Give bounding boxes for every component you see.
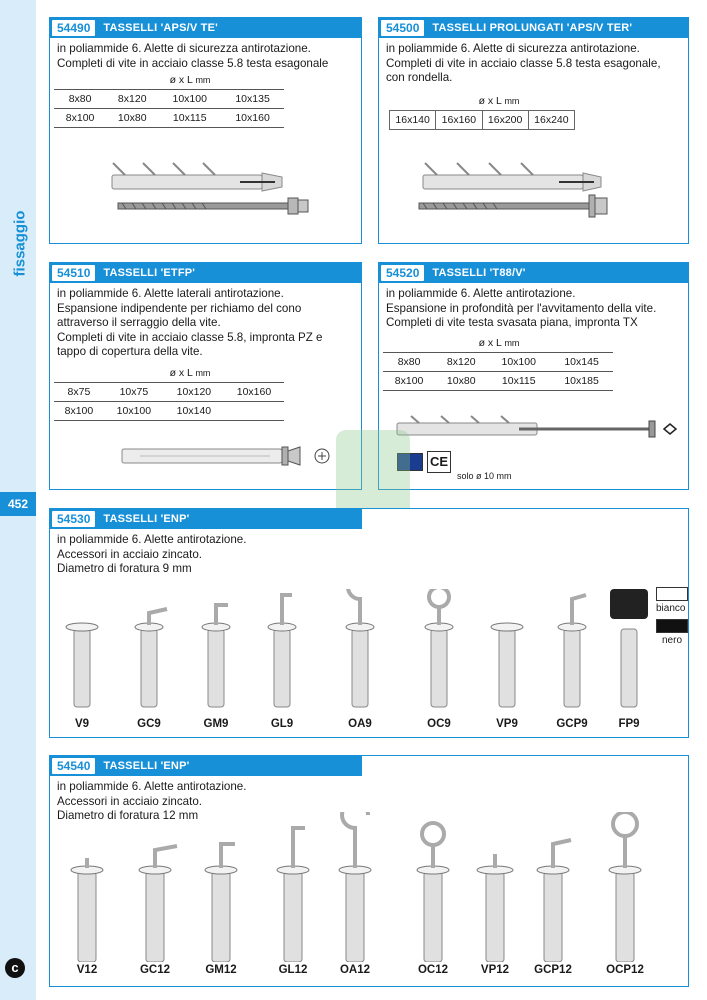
anchor-screw-image xyxy=(379,413,690,463)
sidebar xyxy=(0,0,36,1000)
anchor-screw-image xyxy=(50,153,363,243)
anchor-screw-image xyxy=(50,433,363,483)
item-label: GM12 xyxy=(205,964,237,976)
item-label: VP12 xyxy=(480,964,510,976)
product-title: TASSELLI 'T88/V' xyxy=(432,267,526,279)
product-description: in poliammide 6. Alette antirotazione. Accessori in acciaio zincato. Diametro di foratura 9 mm xyxy=(57,533,247,575)
item-label: FP9 xyxy=(618,718,640,730)
product-title: TASSELLI 'ENP' xyxy=(103,513,190,525)
product-code: 54530 xyxy=(52,511,95,527)
size-unit: ø x L mm xyxy=(478,95,520,107)
size-unit: ø x L mm xyxy=(169,74,211,86)
product-description: in poliammide 6. Alette laterali antirotazione. Espansione indipendente per richiamo del cono attraverso il serraggio della vite. Completi di vite in acciaio classe 5.8, impronta PZ e tappo di copertura della vite. xyxy=(57,287,323,358)
product-header xyxy=(50,263,361,283)
item-label: GCP9 xyxy=(556,718,588,730)
item-label: V12 xyxy=(76,964,98,976)
product-header xyxy=(50,756,362,776)
item-label: GL9 xyxy=(270,718,294,730)
product-title: TASSELLI 'APS/V TE' xyxy=(103,22,218,34)
color-swatch-white xyxy=(656,587,688,601)
brand-logo-icon: c xyxy=(5,958,25,978)
ce-mark: CE xyxy=(427,451,451,473)
size-table: 16x140 16x160 16x200 16x240 xyxy=(389,110,575,130)
ce-note: solo ø 10 mm xyxy=(457,471,512,481)
item-label: VP9 xyxy=(496,718,518,730)
color-label-white: bianco xyxy=(656,603,686,614)
page-number: 452 xyxy=(0,492,36,516)
item-label: GC12 xyxy=(139,964,171,976)
size-unit: ø x L mm xyxy=(478,337,520,349)
product-header xyxy=(379,263,688,283)
product-code: 54500 xyxy=(381,20,424,36)
item-label: OA12 xyxy=(339,964,371,976)
item-label: GM9 xyxy=(203,718,229,730)
anchor-hooks-image xyxy=(50,812,690,962)
anchor-screw-image xyxy=(379,153,690,243)
product-code: 54520 xyxy=(381,265,424,281)
product-title: TASSELLI 'ENP' xyxy=(103,760,190,772)
product-code: 54540 xyxy=(52,758,95,774)
size-table: 8x75 10x75 10x120 10x160 8x100 10x100 10x140 xyxy=(54,382,284,421)
product-description: in poliammide 6. Alette antirotazione. Accessori in acciaio zincato. Diametro di foratura 12 mm xyxy=(57,780,247,822)
product-54490 xyxy=(49,17,362,244)
product-header xyxy=(379,18,688,38)
item-label: OCP12 xyxy=(606,964,644,976)
product-description: in poliammide 6. Alette antirotazione. Espansione in profondità per l'avvitamento della vite. Completi di vite testa svasata piana, impronta TX xyxy=(386,287,657,329)
item-label: V9 xyxy=(74,718,90,730)
product-header xyxy=(50,509,362,529)
color-label-black: nero xyxy=(662,635,683,646)
product-code: 54510 xyxy=(52,265,95,281)
product-54510 xyxy=(49,262,362,490)
product-54540 xyxy=(49,755,689,987)
size-table: 8x80 8x120 10x100 10x145 8x100 10x80 10x115 10x185 xyxy=(383,352,613,391)
product-title: TASSELLI PROLUNGATI 'APS/V TER' xyxy=(432,22,633,34)
item-label: OA9 xyxy=(348,718,372,730)
item-label: OC9 xyxy=(427,718,451,730)
item-label: OC12 xyxy=(417,964,449,976)
product-54520 xyxy=(378,262,689,490)
product-54500 xyxy=(378,17,689,244)
anchor-hooks-image xyxy=(50,589,690,709)
item-label: GC9 xyxy=(137,718,161,730)
product-description: in poliammide 6. Alette di sicurezza antirotazione. Completi di vite in acciaio classe 5.8 testa esagonale, con rondella. xyxy=(386,42,661,84)
product-code: 54490 xyxy=(52,20,95,36)
color-swatch-black xyxy=(656,619,688,633)
product-header xyxy=(50,18,361,38)
product-title: TASSELLI 'ETFP' xyxy=(103,267,196,279)
item-label: GCP12 xyxy=(534,964,572,976)
section-label: fissaggio xyxy=(11,210,29,277)
product-54530 xyxy=(49,508,689,738)
size-table: 8x80 8x120 10x100 10x135 8x100 10x80 10x115 10x160 xyxy=(54,89,284,128)
item-label: GL12 xyxy=(278,964,308,976)
product-description: in poliammide 6. Alette di sicurezza antirotazione. Completi di vite in acciaio classe 5.8 testa esagonale xyxy=(57,42,329,70)
size-unit: ø x L mm xyxy=(169,367,211,379)
